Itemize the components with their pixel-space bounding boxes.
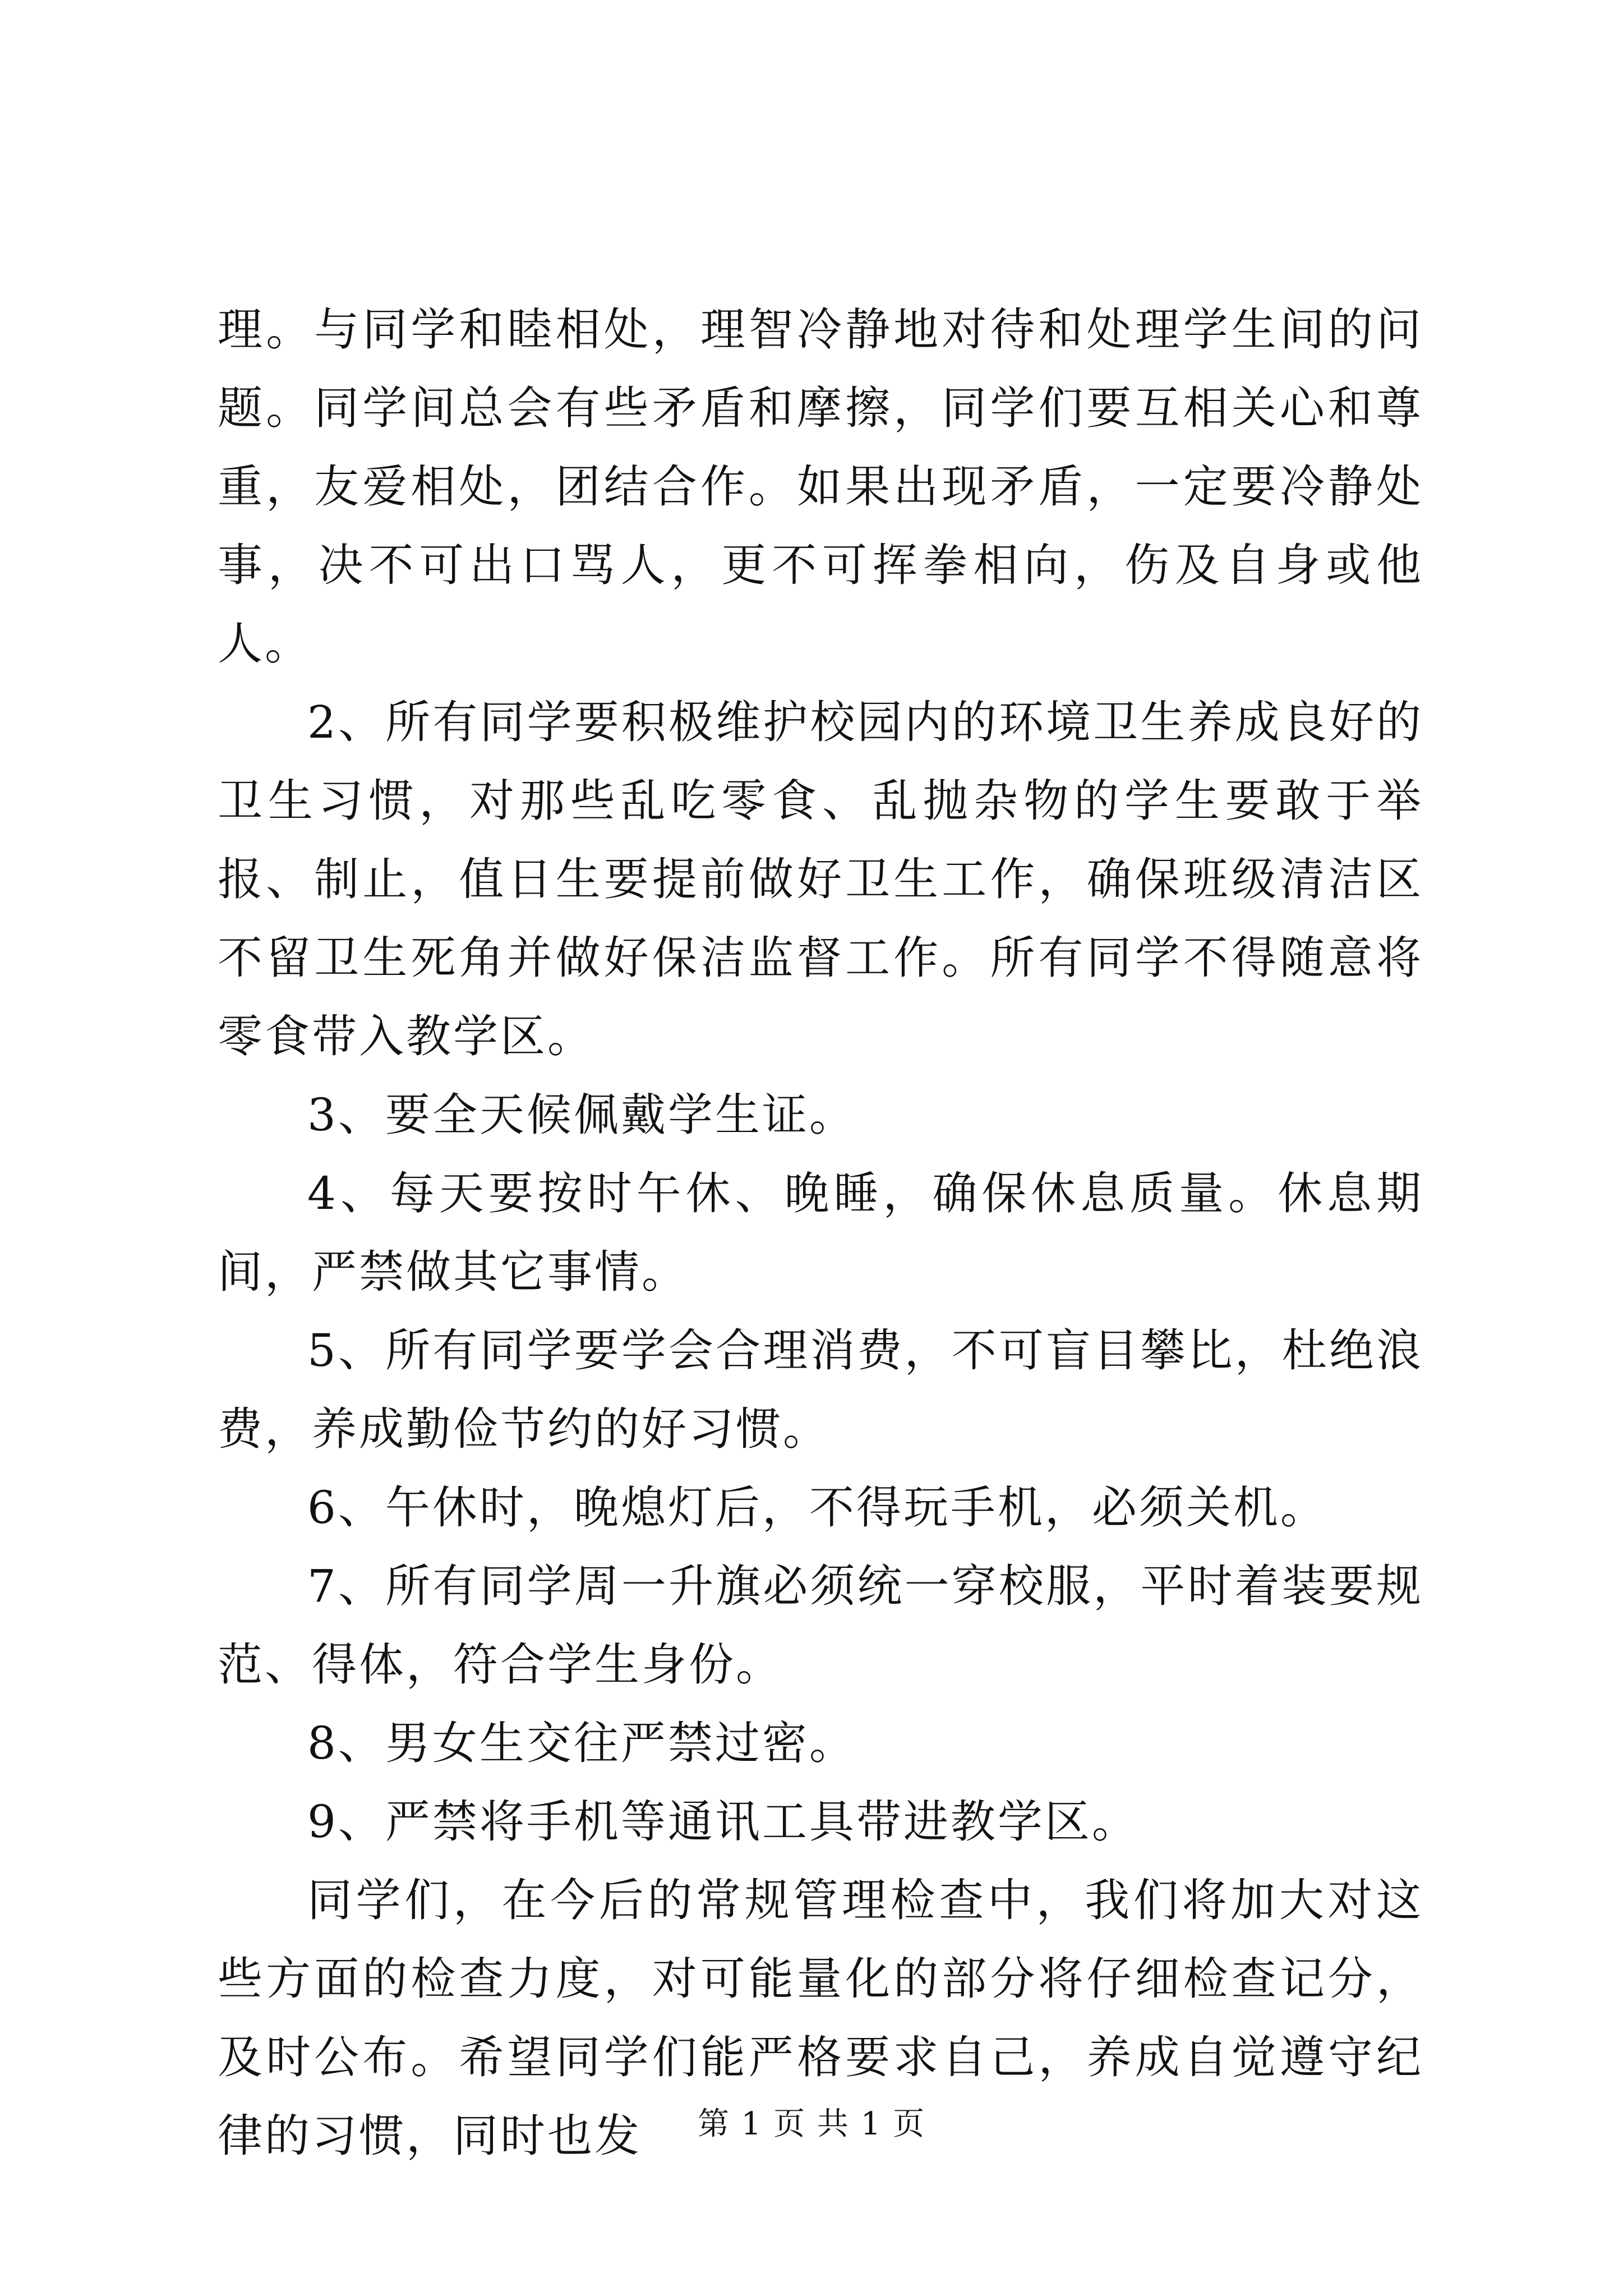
paragraph-item-3: 3、要全天候佩戴学生证。 — [307, 1089, 856, 1141]
paragraph-item-9: 9、严禁将手机等通讯工具带进教学区。 — [307, 1796, 1139, 1848]
page-number-footer: 第 1 页 共 1 页 — [697, 2106, 926, 2142]
document-body — [218, 291, 1423, 2175]
paragraph-item-2: 2、所有同学要积极维护校园内的环境卫生养成良好的卫生习惯，对那些乱吃零食、乱抛杂物的学生要敢于举报、制止，值日生要提前做好卫生工作，确保班级清洁区不留卫生死角并做好保洁监督工作。所有同学不得随意将零食带入教学区。 — [218, 696, 1423, 1062]
paragraph-item-8: 8、男女生交往严禁过密。 — [307, 1717, 856, 1769]
paragraph-item-7: 7、所有同学周一升旗必须统一穿校服，平时着装要规范、得体，符合学生身份。 — [218, 1560, 1423, 1691]
paragraph-continuation: 理。与同学和睦相处，理智冷静地对待和处理学生间的问题。同学间总会有些矛盾和摩擦，同学们要互相关心和尊重，友爱相处，团结合作。如果出现矛盾，一定要冷静处事，决不可出口骂人，更不可挥拳相向，伤及自身或他人。 — [218, 303, 1423, 670]
paragraph-item-5: 5、所有同学要学会合理消费，不可盲目攀比，杜绝浪费，养成勤俭节约的好习惯。 — [218, 1324, 1423, 1455]
paragraph-item-6: 6、午休时，晚熄灯后，不得玩手机，必须关机。 — [307, 1481, 1327, 1534]
paragraph-item-4: 4、每天要按时午休、晚睡，确保休息质量。休息期间，严禁做其它事情。 — [218, 1167, 1423, 1298]
paragraph-closing: 同学们，在今后的常规管理检查中，我们将加大对这些方面的检查力度，对可能量化的部分将仔细检查记分，及时公布。希望同学们能严格要求自己，养成自觉遵守纪律的习惯，同时也发 — [218, 1874, 1423, 2162]
